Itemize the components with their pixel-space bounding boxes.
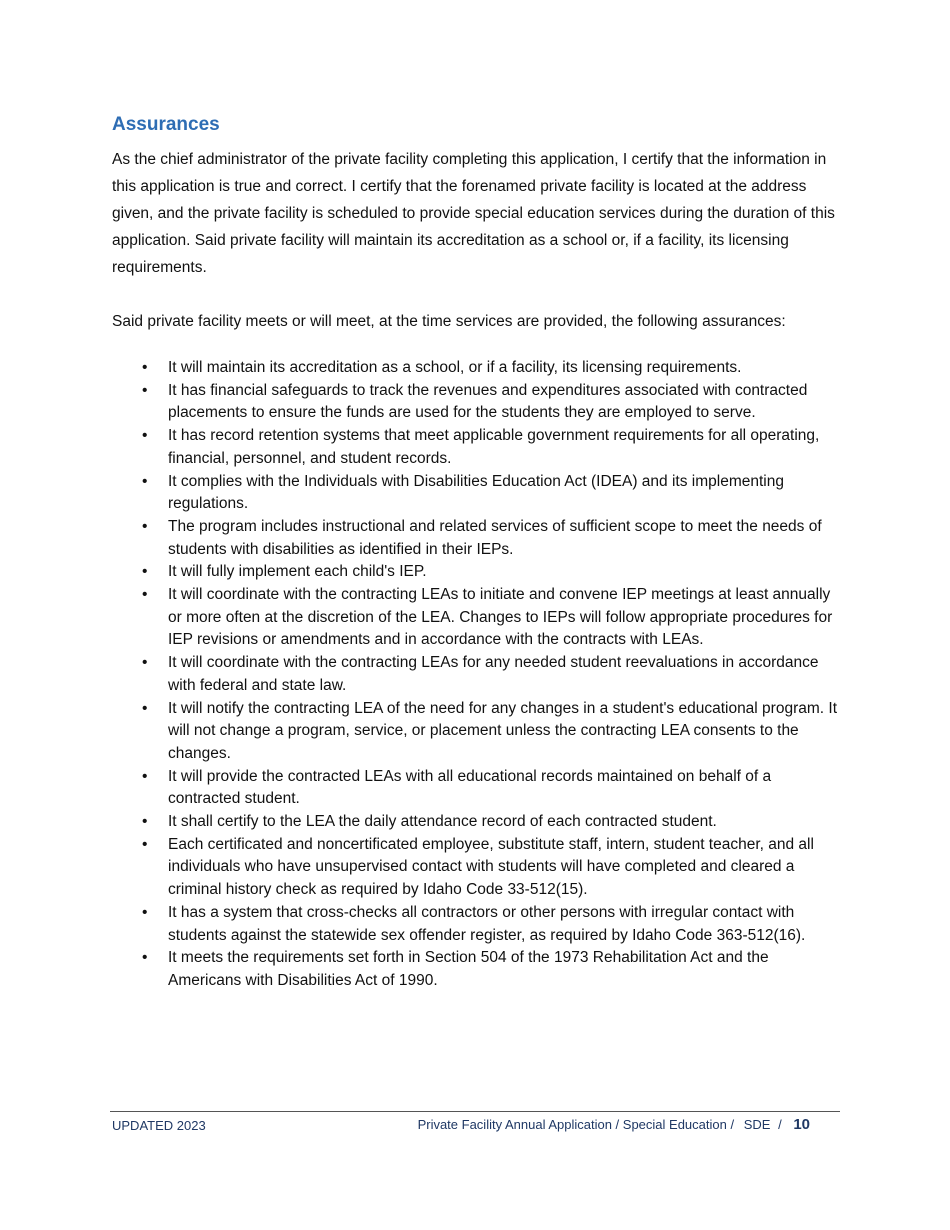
assurance-item bbox=[112, 357, 840, 380]
assurance-text: It will coordinate with the contracting LEAs to initiate and convene IEP meetings at least annually or more often at the discretion of the LEA. Changes to IEPs will follow appropriate procedures for IEP revisions or amendments and in accordance with the contracts with LEAs. bbox=[168, 586, 833, 649]
bullet-icon: • bbox=[142, 767, 148, 785]
assurance-item bbox=[112, 834, 840, 902]
footer-updated-label: UPDATED 2023 bbox=[112, 1118, 206, 1133]
section-heading: Assurances bbox=[112, 114, 220, 135]
footer-agency: SDE bbox=[743, 1117, 771, 1132]
footer-document-info bbox=[418, 1116, 810, 1133]
assurances-list bbox=[112, 357, 840, 993]
assurance-text: It will fully implement each child's IEP. bbox=[168, 563, 427, 581]
assurance-text: It has a system that cross-checks all contractors or other persons with irregular contact with students against the statewide sex offender register, as required by Idaho Code 363-512(16). bbox=[168, 903, 806, 944]
bullet-icon: • bbox=[142, 586, 148, 604]
bullet-icon: • bbox=[142, 903, 148, 921]
assurance-text: It meets the requirements set forth in Section 504 of the 1973 Rehabilitation Act and the Americans with Disabilities Act of 1990. bbox=[168, 949, 769, 989]
bullet-icon: • bbox=[142, 699, 148, 717]
assurance-item bbox=[112, 652, 840, 697]
bullet-icon: • bbox=[142, 835, 148, 853]
assurance-item bbox=[112, 561, 840, 584]
footer-separator: / bbox=[778, 1117, 782, 1132]
assurance-item bbox=[112, 380, 840, 425]
bullet-icon: • bbox=[142, 381, 148, 399]
assurance-item bbox=[112, 471, 840, 516]
assurances-intro-paragraph: Said private facility meets or will meet, at the time services are provided, the following assurances: bbox=[112, 313, 786, 330]
bullet-icon: • bbox=[142, 427, 148, 445]
assurance-item bbox=[112, 425, 840, 470]
bullet-icon: • bbox=[142, 563, 148, 581]
assurance-item bbox=[112, 947, 840, 992]
bullet-icon: • bbox=[142, 949, 148, 967]
assurance-text: It will coordinate with the contracting LEAs for any needed student reevaluations in accordance with federal and state law. bbox=[168, 654, 819, 694]
assurance-text: It shall certify to the LEA the daily attendance record of each contracted student. bbox=[168, 813, 717, 831]
assurance-item bbox=[112, 698, 840, 766]
assurance-item bbox=[112, 766, 840, 811]
bullet-icon: • bbox=[142, 517, 148, 535]
assurance-text: It has record retention systems that meet applicable government requirements for all operating, financial, personnel, and student records. bbox=[168, 427, 820, 467]
assurance-text: It will notify the contracting LEA of the need for any changes in a student's educational program. It will not change a program, service, or placement unless the contracting LEA consents to the changes. bbox=[168, 699, 837, 762]
document-page bbox=[112, 112, 840, 993]
bullet-icon: • bbox=[142, 359, 148, 376]
assurance-item bbox=[112, 584, 840, 652]
assurance-text: It will provide the contracted LEAs with all educational records maintained on behalf of a contracted student. bbox=[168, 767, 772, 808]
footer-page-number: 10 bbox=[793, 1116, 810, 1133]
certification-paragraph: As the chief administrator of the private facility completing this application, I certify that the information in this application is true and correct. I certify that the forenamed private facility is located at the address given, and the private facility is scheduled to provide special education services during the duration of this application. Said private facility will maintain its accreditation as a school or, if a facility, its licensing requirements. bbox=[112, 151, 835, 276]
assurance-item bbox=[112, 811, 840, 834]
assurance-text: The program includes instructional and related services of sufficient scope to meet the needs of students with disabilities as identified in their IEPs. bbox=[168, 517, 822, 558]
bullet-icon: • bbox=[142, 813, 148, 831]
footer-divider bbox=[110, 1111, 840, 1112]
assurance-text: It complies with the Individuals with Disabilities Education Act (IDEA) and its implementing regulations. bbox=[168, 472, 784, 513]
assurance-text: Each certificated and noncertificated employee, substitute staff, intern, student teacher, and all individuals who have unsupervised contact with students will have completed and cleared a criminal history check as required by Idaho Code 33-512(15). bbox=[168, 835, 814, 899]
bullet-icon: • bbox=[142, 654, 148, 672]
assurance-item bbox=[112, 902, 840, 947]
footer-document-title: Private Facility Annual Application / Special Education / bbox=[417, 1117, 735, 1132]
assurance-text: It will maintain its accreditation as a school, or if a facility, its licensing requirements. bbox=[168, 359, 742, 376]
bullet-icon: • bbox=[142, 472, 148, 490]
assurance-text: It has financial safeguards to track the revenues and expenditures associated with contracted placements to ensure the funds are used for the students they are employed to serve. bbox=[168, 381, 808, 422]
assurance-item bbox=[112, 516, 840, 561]
